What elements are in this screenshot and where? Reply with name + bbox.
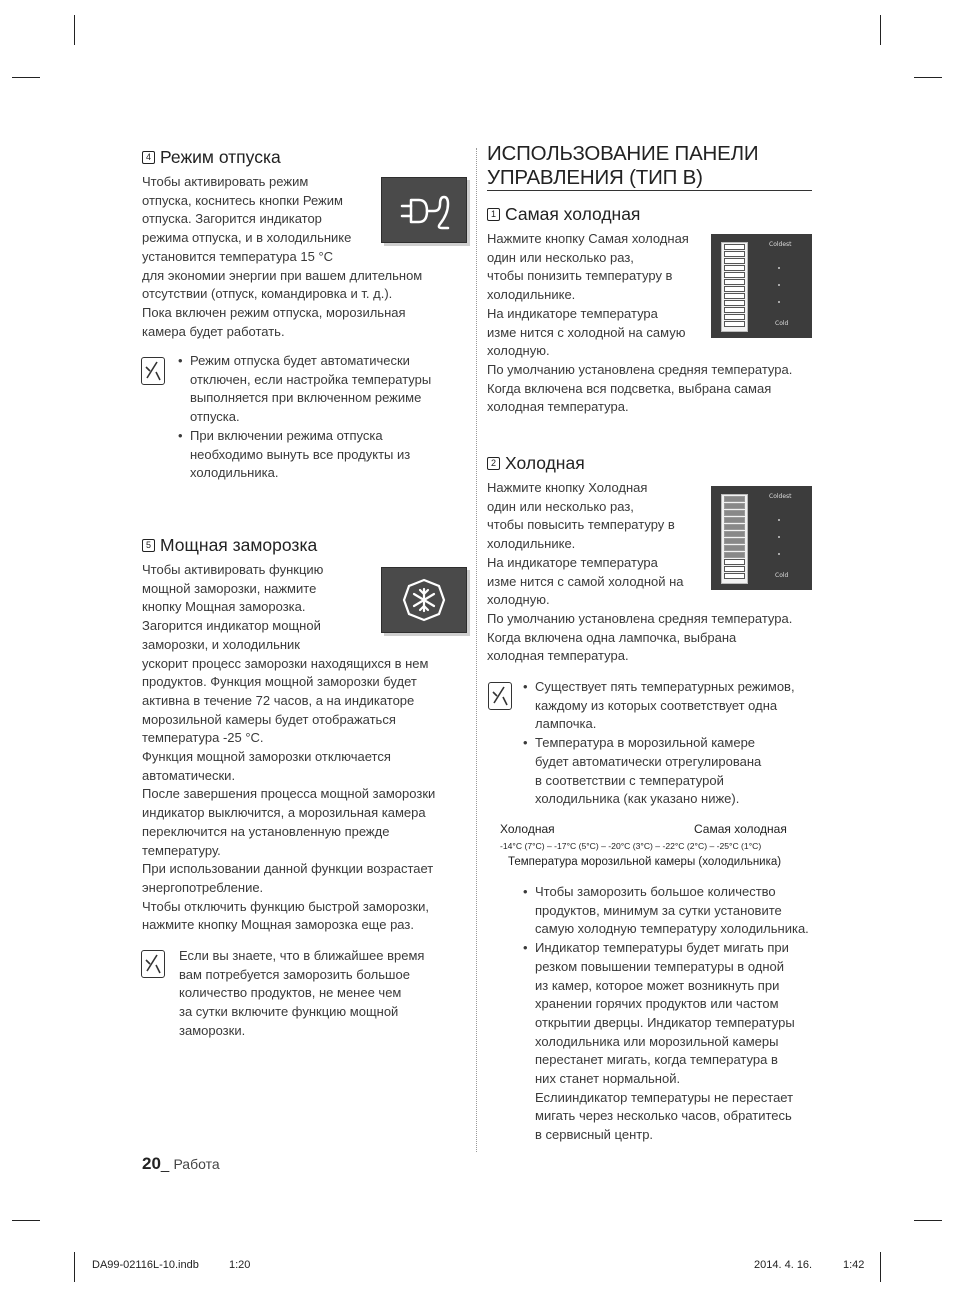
text-line: холодная температура. xyxy=(487,648,629,664)
vacation-button-image xyxy=(381,177,467,243)
crop-mark xyxy=(880,15,881,45)
text-line: режима отпуска, и в холодильнике xyxy=(142,230,352,246)
text-line: для экономии энергии при вашем длительном xyxy=(142,267,423,283)
text-line: Когда включена одна лампочка, выбрана xyxy=(487,629,737,645)
vacation-title: Режим отпуска xyxy=(160,147,281,167)
text-line: из камер, которое может возникнуть при xyxy=(535,977,780,993)
crop-mark xyxy=(880,1252,881,1282)
text-line: переключится на установленную прежде xyxy=(142,823,390,839)
page-separator: _ xyxy=(160,1156,174,1173)
text-line: Функция мощной заморозки отключается xyxy=(142,749,391,765)
text-line: отключен, если настройка температуры xyxy=(190,371,432,387)
scale-caption: Температура морозильной камеры (холодильника) xyxy=(508,856,782,868)
page-title xyxy=(487,142,758,190)
temperature-indicator-coldest xyxy=(711,234,812,338)
print-date: 2014. 4. 16. xyxy=(754,1259,813,1271)
text-line: перестанет мигать, когда температура в xyxy=(535,1052,778,1068)
crop-mark xyxy=(914,1220,942,1221)
note-icon xyxy=(141,357,165,385)
title-rule xyxy=(487,190,812,191)
snowflake-icon xyxy=(382,568,466,632)
note-item xyxy=(178,427,458,483)
text-line: индикатор выключится, а морозильная камера xyxy=(142,805,426,821)
indicator-top-label: Coldest xyxy=(769,493,792,500)
section-name: Работа xyxy=(173,1156,220,1172)
pencil-icon xyxy=(142,951,164,977)
crop-mark xyxy=(74,1252,75,1282)
cold-heading xyxy=(487,452,585,474)
text-line: • Температура в морозильной камере xyxy=(535,735,756,751)
text-line: мигать через несколько часов, обратитесь xyxy=(535,1108,792,1124)
text-line: температуру. xyxy=(142,842,221,858)
text-line: один или несколько раз, xyxy=(487,249,634,265)
title-line: УПРАВЛЕНИЯ (ТИП B) xyxy=(487,166,703,189)
indicator-notes xyxy=(523,678,815,809)
text-line: Еслииндикатор температуры не перестает xyxy=(535,1089,794,1105)
text-line: холодную. xyxy=(487,343,550,359)
text-line: один или несколько раз, xyxy=(487,498,634,514)
power-freeze-title: Мощная заморозка xyxy=(160,535,318,555)
text-line: энергопотребление. xyxy=(142,879,264,895)
scale-values: -14°C (7°C) – -17°C (5°C) – -20°C (3°C) – -22°C (2°C) – -25°C (1°C) xyxy=(500,841,762,851)
text-line: мощной заморозки, нажмите xyxy=(142,580,317,596)
text-line: выполняется при включенном режиме xyxy=(190,390,422,406)
text-line: Чтобы активировать функцию xyxy=(142,562,324,577)
text-line: отпуска, коснитесь кнопки Режим xyxy=(142,192,343,208)
text-line: отпуска. xyxy=(190,409,240,425)
vacation-notes xyxy=(178,352,458,483)
text-line: автоматически. xyxy=(142,767,236,783)
text-line: в соответствии с температурой xyxy=(535,772,724,788)
text-line: Пока включен режим отпуска, морозильная xyxy=(142,304,406,320)
temperature-indicator-cold xyxy=(711,486,812,590)
text-line: активна в течение 72 часов, а на индикаторе xyxy=(142,692,415,708)
text-line: вам потребуется заморозить большое xyxy=(179,966,410,982)
note-item xyxy=(178,352,458,427)
text-line: каждому из которых соответствует одна xyxy=(535,697,778,713)
text-line: Когда включена вся подсветка, выбрана самая xyxy=(487,380,772,396)
additional-notes xyxy=(523,883,815,1145)
text-line: холодильнике. xyxy=(487,287,576,303)
file-name: DA99-02116L-10.indb xyxy=(92,1259,199,1271)
text-line: отпуска. Загорится индикатор xyxy=(142,211,322,227)
coldest-title: Самая холодная xyxy=(505,204,641,224)
text-line: хранении горячих продуктов или частом xyxy=(535,996,779,1012)
text-line: чтобы понизить температуру в xyxy=(487,268,673,284)
text-line: Нажмите кнопку Холодная xyxy=(487,480,648,495)
power-freeze-note xyxy=(179,947,459,1041)
text-line: самую холодную температуру холодильника. xyxy=(535,921,809,937)
plug-icon xyxy=(382,178,466,242)
scale-left-label: Холодная xyxy=(500,822,555,836)
text-line: необходимо вынуть все продукты из xyxy=(190,446,411,462)
pencil-icon xyxy=(142,358,164,384)
section-number: 4 xyxy=(142,151,155,164)
power-freeze-heading xyxy=(142,534,317,556)
text-line: По умолчанию установлена средняя температура. xyxy=(487,610,793,626)
section-number: 1 xyxy=(487,208,500,221)
text-line: • Чтобы заморозить большое количество xyxy=(535,884,776,899)
text-line: лампочка. xyxy=(535,716,597,732)
text-line: холодную. xyxy=(487,592,550,608)
indicator-top-label: Coldest xyxy=(769,241,792,248)
text-line: Чтобы отключить функцию быстрой заморозки, xyxy=(142,898,430,914)
text-line: установится температура 15 °C xyxy=(142,248,334,264)
text-line: После завершения процесса мощной заморозки xyxy=(142,786,436,802)
indicator-bar xyxy=(721,494,748,584)
text-line: нажмите кнопку Мощная заморозка еще раз. xyxy=(142,917,414,933)
print-time: 1:42 xyxy=(843,1259,865,1271)
text-line: отсутствии (отпуск, командировка и т. д.). xyxy=(142,286,393,302)
cold-title: Холодная xyxy=(505,453,585,473)
text-line: • Существует пять температурных режимов, xyxy=(535,679,795,694)
title-line: ИСПОЛЬЗОВАНИЕ ПАНЕЛИ xyxy=(487,142,759,165)
coldest-heading xyxy=(487,203,640,225)
text-line: в сервисный центр. xyxy=(535,1127,654,1143)
text-line: На индикаторе температура xyxy=(487,554,658,570)
text-line: будет автоматически отрегулирована xyxy=(535,753,762,769)
text-line: открытии дверцы. Индикатор температуры xyxy=(535,1014,795,1030)
text-line: морозильной камеры будет отображаться xyxy=(142,711,396,727)
section-number: 2 xyxy=(487,457,500,470)
indicator-bottom-label: Cold xyxy=(775,320,789,327)
note-icon xyxy=(488,682,512,710)
page-number: 20 xyxy=(142,1154,161,1173)
crop-mark xyxy=(914,77,942,78)
crop-mark xyxy=(74,15,75,45)
text-line: за сутки включите функцию мощной xyxy=(179,1004,399,1020)
note-item xyxy=(523,678,815,734)
vacation-heading xyxy=(142,146,281,168)
text-line: холодильника. xyxy=(190,465,279,481)
note-item xyxy=(523,939,815,1145)
text-line: изме нится с самой холодной на xyxy=(487,573,684,589)
scale-right-label: Самая холодная xyxy=(694,822,787,836)
text-line: изме нится с холодной на самую xyxy=(487,324,686,340)
text-line: заморозки. xyxy=(179,1022,246,1038)
text-line: При использовании данной функции возрастает xyxy=(142,861,434,877)
text-line: резком повышении температуры в одной xyxy=(535,958,785,974)
text-line: кнопку Мощная заморозка. xyxy=(142,599,306,615)
text-line: Нажмите кнопку Самая холодная xyxy=(487,231,689,246)
file-page: 1:20 xyxy=(229,1259,251,1271)
column-divider xyxy=(476,148,477,1152)
text-line: • Индикатор температуры будет мигать при xyxy=(535,940,789,956)
note-item xyxy=(523,883,815,939)
text-line: них станет нормальной. xyxy=(535,1071,681,1087)
text-line: холодильника (как указано ниже). xyxy=(535,791,740,807)
text-line: Если вы знаете, что в ближайшее время xyxy=(179,948,425,963)
crop-mark xyxy=(12,77,40,78)
note-item xyxy=(523,734,815,809)
text-line: ускорит процесс заморозки находящихся в нем xyxy=(142,655,429,671)
text-line: камера будет работать. xyxy=(142,323,285,339)
note-icon xyxy=(141,950,165,978)
text-line: По умолчанию установлена средняя температура. xyxy=(487,361,793,377)
text-line: продуктов, минимум за сутки установите xyxy=(535,902,782,918)
indicator-bottom-label: Cold xyxy=(775,572,789,579)
text-line: холодная температура. xyxy=(487,399,629,415)
text-line: количество продуктов, не менее чем xyxy=(179,985,402,1001)
text-line: Чтобы активировать режим xyxy=(142,174,309,189)
power-freeze-button-image xyxy=(381,567,467,633)
pencil-icon xyxy=(489,683,511,709)
page-footer xyxy=(142,1154,220,1174)
text-line: продуктов. Функция мощной заморозки будет xyxy=(142,674,417,690)
text-line: На индикаторе температура xyxy=(487,305,658,321)
indicator-bar xyxy=(721,242,748,332)
text-line: Загорится индикатор мощной xyxy=(142,618,321,634)
text-line: • При включении режима отпуска xyxy=(190,427,383,443)
text-line: заморозки, и холодильник xyxy=(142,636,300,652)
text-line: холодильнике. xyxy=(487,536,576,552)
text-line: чтобы повысить температуру в xyxy=(487,517,675,533)
text-line: • Режим отпуска будет автоматически xyxy=(190,353,410,368)
section-number: 5 xyxy=(142,539,155,552)
text-line: температура -25 °C. xyxy=(142,730,264,746)
text-line: холодильника или морозильной камеры xyxy=(535,1033,779,1049)
crop-mark xyxy=(12,1220,40,1221)
